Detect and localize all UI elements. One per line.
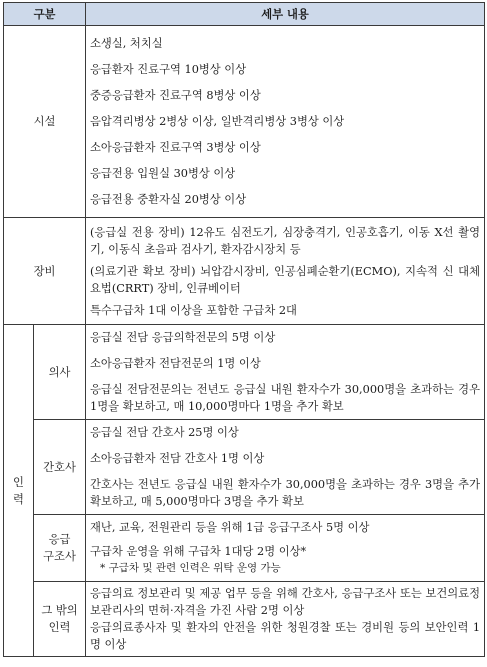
equipment-row [4,218,485,325]
equipment-item: (의료기관 확보 장비) 뇌압감시장비, 인공심폐순환기(ECMO), 지속적 신 대체요법(CRRT) 장비, 인큐베이터 [90,264,481,295]
doctor-item: 응급실 전담전문의는 전년도 응급실 내원 환자수가 30,000명을 초과하는 경우 1명을 확보하고, 매 10,000명마다 1명을 추가 확보 [90,383,481,413]
doctor-content [86,325,485,420]
emt-label-line: 구조사 [43,550,76,563]
staff-other-row [4,582,485,657]
facility-item: 응급전용 입원실 30병상 이상 [90,167,236,180]
other-label-line: 그 밖의 [41,604,78,617]
emt-item: 재난, 교육, 전원관리 등을 위해 1급 응급구조사 5명 이상 [90,521,370,534]
other-item: 응급의료종사자 및 환자의 안전을 위한 청원경찰 또는 경비원 등의 보안인력 1명 이상 [90,621,481,651]
header-row [4,3,485,26]
nurse-item: 소아응급환자 전담 간호사 1명 이상 [90,452,265,465]
other-label-line: 인력 [48,621,71,634]
facility-item: 중증응급환자 진료구역 8병상 이상 [90,89,261,102]
staff-doctor-row [4,325,485,420]
facility-item: 음압격리병상 2병상 이상, 일반격리병상 3병상 이상 [90,115,345,128]
emt-item: 구급차 운영을 위해 구급차 1대당 2명 이상* [90,545,307,558]
other-item: 응급의료 정보관리 및 제공 업무 등을 위해 간호사, 응급구조사 또는 보건의료정보관리사의 면허·자격을 가진 사람 2명 이상 [90,587,481,617]
other-content [86,582,485,657]
facility-item: 소생실, 처치실 [90,37,163,50]
emergency-center-requirements-table [3,2,485,657]
facility-item: 소아응급환자 진료구역 3병상 이상 [90,141,261,154]
nurse-item: 간호사는 전년도 응급실 내원 환자수가 30,000명을 초과하는 경우 3명을 추가 확보하고, 매 5,000명마다 3명을 추가 확보 [90,478,481,508]
staff-label-text: 인력 [13,475,24,506]
facility-item: 응급전용 중환자실 20병상 이상 [90,193,247,206]
staff-label [4,325,34,657]
emt-label [34,515,86,582]
equipment-item: (응급실 전용 장비) 12유도 심전도기, 심장충격기, 인공호흡기, 이동 X선 촬영기, 이동식 초음파 검사기, 환자감시장치 등 [90,225,481,256]
doctor-label: 의사 [34,325,86,420]
facility-item: 응급환자 진료구역 10병상 이상 [90,63,247,76]
emt-note: * 구급차 및 관련 인력은 위탁 운영 가능 [100,562,281,574]
staff-emt-row [4,515,485,582]
header-category: 구분 [4,3,86,26]
header-detail: 세부 내용 [86,3,485,26]
equipment-label: 장비 [4,218,86,325]
facility-content [86,26,485,218]
emt-content [86,515,485,582]
facility-row [4,26,485,218]
doctor-item: 소아응급환자 전담전문의 1명 이상 [90,357,261,370]
doctor-item: 응급실 전담 응급의학전문의 5명 이상 [90,331,276,344]
staff-nurse-row [4,420,485,515]
nurse-label: 간호사 [34,420,86,515]
nurse-item: 응급실 전담 간호사 25명 이상 [90,426,239,439]
nurse-content [86,420,485,515]
facility-label: 시설 [4,26,86,218]
equipment-item: 특수구급차 1대 이상을 포함한 구급차 2대 [90,303,297,317]
emt-label-line: 응급 [48,533,71,546]
equipment-content [86,218,485,325]
other-label [34,582,86,657]
